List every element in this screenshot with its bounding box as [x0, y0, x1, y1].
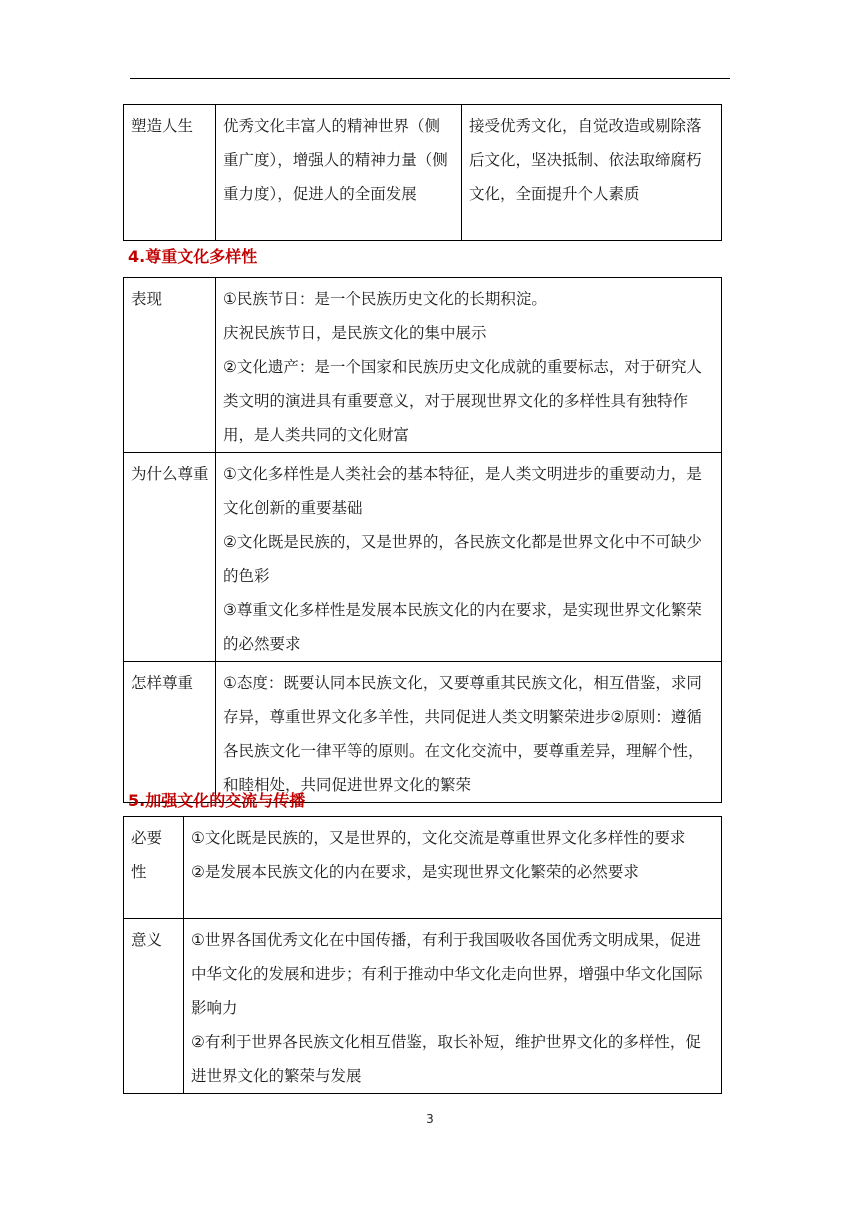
table-row [124, 105, 722, 241]
row-content [184, 919, 722, 1094]
row-attitude-cell: 接受优秀文化，自觉改造或剔除落后文化，坚决抵制、依法取缔腐朽文化，全面提升个人素质 [462, 105, 722, 241]
row-label: 塑造人生 [124, 105, 216, 241]
section-heading-4: 4.尊重文化多样性 [128, 247, 258, 266]
table-row [124, 817, 722, 919]
section-heading-5: 5.加强文化的交流与传播 [128, 791, 306, 810]
content-line: ①文化既是民族的，又是世界的，文化交流是尊重世界文化多样性的要求 [191, 829, 686, 847]
content-line: ①文化多样性是人类社会的基本特征，是人类文明进步的重要动力，是文化创新的重要基础 [223, 465, 702, 517]
row-content [184, 817, 722, 919]
row-content [216, 662, 722, 803]
row-content [216, 278, 722, 453]
table-row [124, 453, 722, 662]
content-line: ③尊重文化多样性是发展本民族文化的内在要求，是实现世界文化繁荣的必然要求 [223, 601, 702, 653]
table-row [124, 662, 722, 803]
row-label: 为什么尊重 [124, 453, 216, 662]
content-line: ②文化既是民族的，又是世界的，各民族文化都是世界文化中不可缺少的色彩 [223, 533, 702, 585]
table-row [124, 278, 722, 453]
row-content [216, 453, 722, 662]
row-label: 意义 [124, 919, 184, 1094]
content-line: ①民族节日：是一个民族历史文化的长期积淀。 [223, 290, 547, 308]
content-line: ②文化遗产：是一个国家和民族历史文化成就的重要标志，对于研究人类文明的演进具有重要意义，对于展现世界文化的多样性具有独特作用，是人类共同的文化财富 [223, 358, 702, 444]
header-rule [130, 78, 730, 79]
content-line: ①态度：既要认同本民族文化，又要尊重其民族文化，相互借鉴，求同存异，尊重世界文化多羊性，共同促进人类文明繁荣进步②原则：遵循各民族文化一律平等的原则。在文化交流中，要尊重差异，理解个性，和睦相处，共同促进世界文化的繁荣 [223, 674, 704, 794]
row-effect-cell: 优秀文化丰富人的精神世界（侧重广度），增强人的精神力量（侧重力度），促进人的全面发展 [216, 105, 462, 241]
table-continued [123, 104, 722, 241]
page-number: 3 [426, 1112, 434, 1126]
content-line: ①世界各国优秀文化在中国传播，有利于我国吸收各国优秀文明成果，促进中华文化的发展和进步；有利于推动中华文化走向世界，增强中华文化国际影响力 [191, 931, 703, 1017]
table-cultural-diversity [123, 277, 722, 803]
row-label: 表现 [124, 278, 216, 453]
content-line: 庆祝民族节日，是民族文化的集中展示 [223, 324, 487, 342]
content-line: ②是发展本民族文化的内在要求，是实现世界文化繁荣的必然要求 [191, 863, 639, 881]
row-label: 必要性 [124, 817, 184, 919]
row-label: 怎样尊重 [124, 662, 216, 803]
content-line: ②有利于世界各民族文化相互借鉴，取长补短，维护世界文化的多样性，促进世界文化的繁荣与发展 [191, 1033, 701, 1085]
table-row [124, 919, 722, 1094]
table-cultural-exchange [123, 816, 722, 1094]
